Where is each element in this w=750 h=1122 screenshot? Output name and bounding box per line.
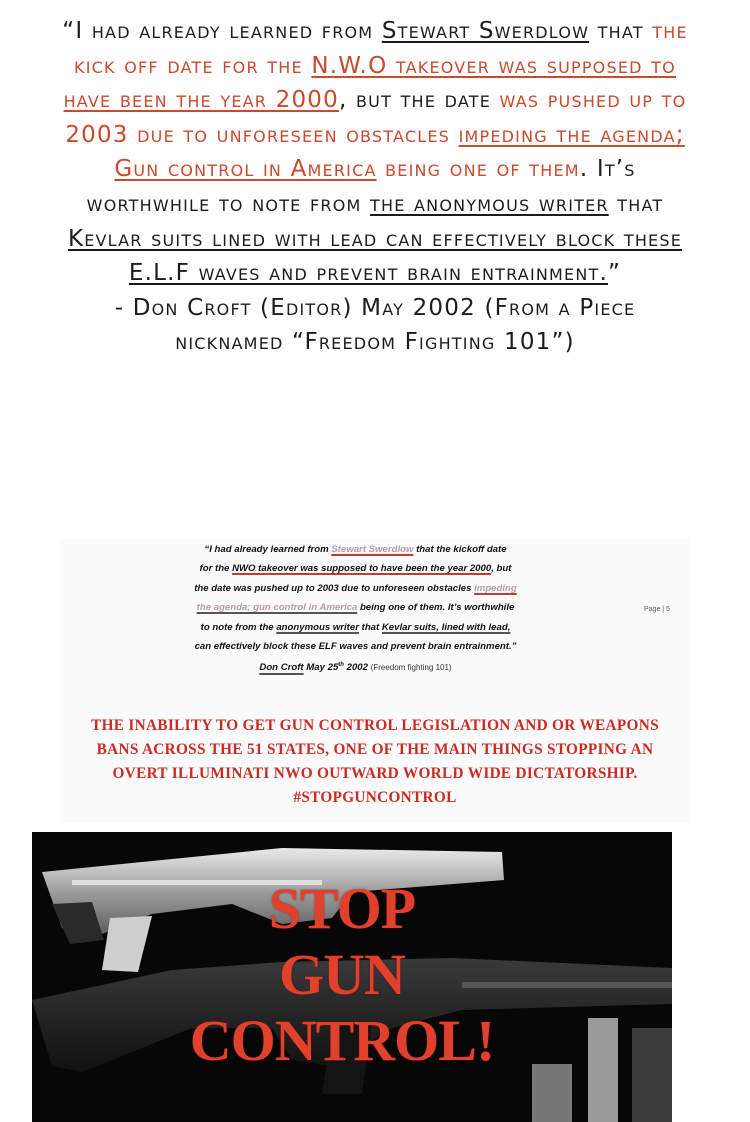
excerpt-author: Don Croft (259, 662, 304, 674)
excerpt-highlight: the agenda; gun control in America (196, 602, 358, 614)
excerpt-line-1 (68, 540, 643, 559)
pistol-magazine (588, 1018, 618, 1122)
excerpt-text: May 25 (303, 662, 339, 674)
excerpt-text: , but (491, 563, 512, 575)
excerpt-line-7 (68, 656, 643, 678)
excerpt-highlight: anonymous writer (276, 621, 359, 633)
document-screenshot (60, 538, 690, 823)
excerpt-highlight: impeding (474, 582, 517, 594)
pistol-grip (632, 1028, 672, 1122)
excerpt-text: that (358, 621, 382, 633)
ammo-clip (532, 1064, 572, 1122)
excerpt-line-4 (68, 598, 643, 617)
quote-underlined-kevlar: Kevlar suits lined with lead can effectively block these E.L.F waves and prevent brain entrainment. (67, 225, 683, 287)
quote-block (60, 14, 690, 360)
excerpt-highlight: Stewart Swerdlow (331, 544, 414, 555)
quote-text-1: I had already learned from (75, 18, 382, 44)
quote-name-swerdlow: Stewart Swerdlow (381, 18, 590, 44)
quote-open-mark: “ (62, 18, 76, 44)
excerpt-text: the date was pushed up to 2003 due to unforeseen obstacles (194, 582, 475, 594)
document-excerpt (68, 540, 643, 678)
excerpt-text: that the kickoff date (413, 544, 507, 555)
excerpt-line-6 (68, 637, 643, 656)
excerpt-line-3 (68, 579, 643, 598)
quote-underlined-writer: the anonymous writer (370, 190, 609, 217)
excerpt-text: 2002 (343, 662, 371, 674)
quote-red-underlined-2: impeding the agenda; Gun control in America (114, 121, 685, 183)
stamp-line-3: CONTROL! (189, 1008, 495, 1073)
excerpt-line-2 (68, 559, 643, 578)
quote-red-underlined-1: N.W.O takeover was supposed to have been the year 2000 (63, 52, 676, 114)
quote-red-1: the kick off date for the (74, 18, 688, 79)
red-caption: THE INABILITY TO GET GUN CONTROL LEGISLATION AND OR WEAPONS BANS ACROSS THE 51 STATES, ONE OF THE MAIN THINGS STOPPING AN OVERT ILLUMINATI NWO OUTWARD WORLD WIDE DICTATORSHIP. #STOPGUNCONTROL (91, 717, 659, 806)
excerpt-highlight: Kevlar suits, lined with lead, (381, 621, 511, 633)
stamp-line-1: STOP (268, 876, 416, 941)
quote-text-2: that (589, 18, 653, 44)
quote-attribution: - Don Croft (Editor) May 2002 (From a Piece nicknamed “Freedom Fighting 101”) (114, 294, 636, 356)
quote-red-2: was pushed up to 2003 due to unforeseen obstacles (65, 87, 687, 148)
quote-text-4: . It’s worthwhile to note from (86, 156, 636, 217)
excerpt-text: can effectively block these ELF waves and prevent brain entrainment.” (194, 641, 517, 653)
excerpt-superscript: th (338, 662, 344, 669)
excerpt-text: “I had already learned from (204, 544, 332, 555)
excerpt-note: (Freedom fighting 101) (370, 663, 452, 673)
quote-text-3: , but the date (338, 87, 500, 114)
quote-red-3: being one of them (376, 156, 580, 183)
page-number-label: Page | 5 (644, 606, 670, 613)
excerpt-text: being one of them. It’s worthwhile (357, 602, 515, 614)
stop-gun-control-stamp (182, 876, 502, 1074)
rifle-photo (32, 832, 672, 1122)
quote-text-5: that (608, 190, 664, 217)
excerpt-text: to note from the (200, 621, 277, 633)
stamp-line-2: GUN (279, 942, 405, 1007)
excerpt-highlight: NWO takeover was supposed to have been the year 2000 (232, 563, 492, 575)
quote-close-mark: ” (608, 260, 622, 287)
excerpt-line-5 (68, 618, 643, 637)
excerpt-text: for the (199, 563, 233, 575)
